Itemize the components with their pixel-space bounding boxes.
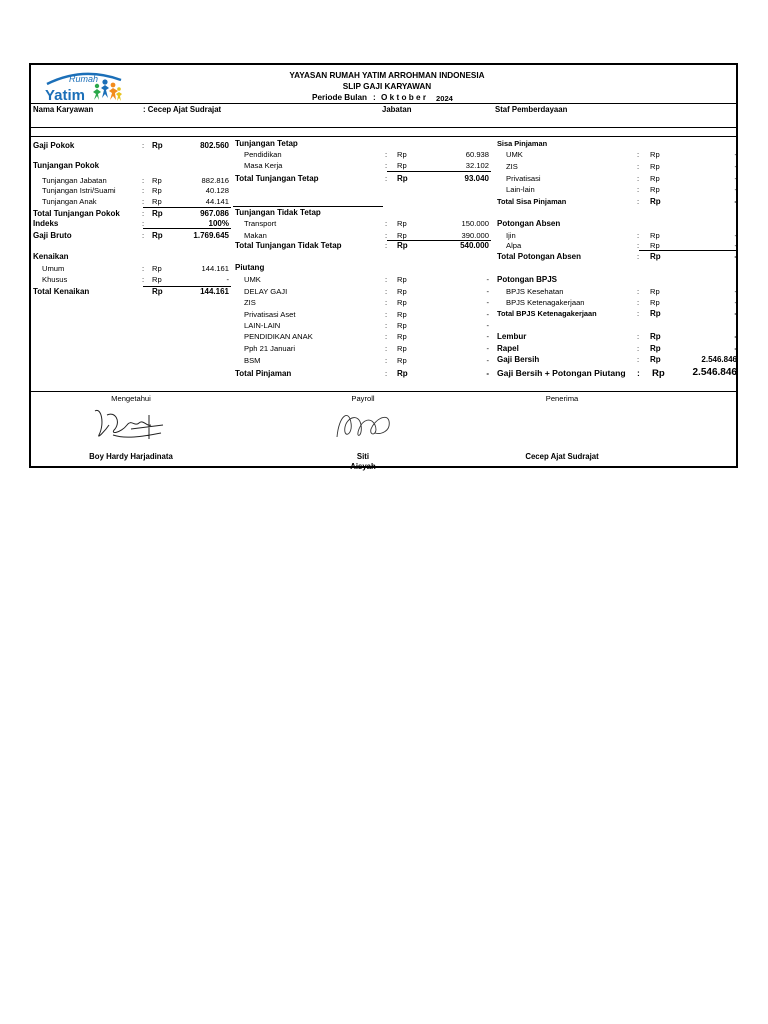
row-colon: :	[637, 298, 640, 307]
row-label: Alpa	[506, 241, 522, 250]
row-value: -	[734, 298, 737, 307]
row-label: Total Sisa Pinjaman	[497, 197, 567, 206]
row-value: -	[734, 309, 737, 318]
row-label: Total Kenaikan	[33, 287, 90, 296]
row-currency: Rp	[650, 231, 660, 240]
grand-total-colon: :	[637, 368, 640, 378]
row-colon: :	[637, 309, 640, 318]
row-value: -	[734, 252, 737, 261]
row-currency: Rp	[152, 209, 163, 218]
row-colon: :	[637, 252, 640, 261]
row-label: Ijin	[506, 231, 516, 240]
row-currency: Rp	[650, 298, 660, 307]
row-colon: :	[385, 219, 388, 228]
employee-divider-1	[31, 127, 736, 128]
row-label: Gaji Pokok	[33, 141, 75, 150]
row-label: Privatisasi	[506, 174, 541, 183]
row-label: BSM	[244, 356, 261, 365]
row-value: 144.161	[200, 287, 229, 296]
row-colon: :	[637, 197, 640, 206]
row-colon: :	[637, 150, 640, 159]
logo-text-rumah: Rumah	[69, 74, 99, 84]
row-currency: Rp	[397, 174, 408, 183]
row-currency: Rp	[397, 310, 407, 319]
logo-text-yatim: Yatim	[45, 87, 86, 104]
signature-mid-title: Payroll	[351, 394, 375, 403]
row-value: -	[734, 332, 737, 341]
rule-potongan-absen	[639, 250, 737, 251]
row-label: ZIS	[506, 162, 518, 171]
period-colon: :	[373, 93, 376, 102]
row-colon: :	[385, 298, 388, 307]
row-colon: :	[385, 310, 388, 319]
doc-title: SLIP GAJI KARYAWAN	[342, 82, 432, 91]
signature-right-title: Penerima	[545, 394, 579, 403]
signature-siti-aisyah	[331, 405, 395, 445]
row-label: Total Potongan Absen	[497, 252, 581, 261]
row-colon: :	[385, 332, 388, 341]
rule-kenaikan	[143, 286, 231, 287]
row-colon: :	[142, 197, 145, 206]
employee-name-value: : Cecep Ajat Sudrajat	[143, 105, 222, 114]
rule-tunjangan-pokok	[143, 207, 231, 208]
row-currency: Rp	[152, 141, 163, 150]
row-colon: :	[385, 321, 388, 330]
row-colon: :	[637, 332, 640, 341]
row-label: Masa Kerja	[244, 161, 283, 170]
row-colon: :	[637, 344, 640, 353]
grand-total-value: 2.546.846	[692, 367, 737, 378]
row-colon: :	[385, 287, 388, 296]
row-colon: :	[637, 355, 640, 364]
row-colon: :	[637, 162, 640, 171]
row-currency: Rp	[152, 231, 163, 240]
row-currency: Rp	[397, 287, 407, 296]
row-label: Total BPJS Ketenagakerjaan	[497, 309, 597, 318]
grand-total-label: Gaji Bersih + Potongan Piutang	[497, 368, 626, 378]
row-value: -	[734, 231, 737, 240]
row-label: Total Tunjangan Tetap	[235, 174, 319, 183]
row-value: -	[226, 275, 229, 284]
row-currency: Rp	[397, 275, 407, 284]
row-label: Tunjangan Pokok	[33, 161, 100, 170]
row-label: Tunjangan Jabatan	[42, 176, 107, 185]
row-value: -	[486, 356, 489, 365]
row-value: -	[734, 344, 737, 353]
row-label: Tunjangan Tetap	[235, 139, 298, 148]
row-currency: Rp	[152, 275, 162, 284]
row-value: 40.128	[205, 186, 229, 195]
row-value: 144.161	[201, 264, 229, 273]
row-currency: Rp	[397, 356, 407, 365]
row-label: BPJS Ketenagakerjaan	[506, 298, 585, 307]
row-colon: :	[385, 150, 388, 159]
row-colon: :	[142, 275, 145, 284]
row-label: UMK	[506, 150, 523, 159]
row-colon: :	[385, 356, 388, 365]
row-colon: :	[385, 174, 388, 183]
row-label: Lain-lain	[506, 185, 535, 194]
row-value: -	[734, 287, 737, 296]
row-colon: :	[385, 231, 388, 240]
row-label: Total Tunjangan Pokok	[33, 209, 120, 218]
row-currency: Rp	[397, 161, 407, 170]
row-value: 882.816	[201, 176, 229, 185]
org-name: YAYASAN RUMAH YATIM ARROHMAN INDONESIA	[289, 71, 485, 80]
row-value: -	[486, 287, 489, 296]
row-value: 2.546.846	[701, 355, 737, 364]
row-value: -	[486, 275, 489, 284]
signature-right-name: Cecep Ajat Sudrajat	[525, 452, 599, 461]
row-label: Pph 21 Januari	[244, 344, 296, 353]
row-colon: :	[385, 369, 388, 378]
row-label: Gaji Bersih	[497, 355, 540, 364]
row-currency: Rp	[152, 264, 162, 273]
position-label: Jabatan	[382, 105, 412, 114]
row-label: Potongan BPJS	[497, 275, 558, 284]
signature-divider	[31, 391, 736, 392]
row-currency: Rp	[650, 241, 660, 250]
row-value: 32.102	[465, 161, 489, 170]
rule-section-divider	[233, 206, 383, 207]
row-value: -	[486, 298, 489, 307]
row-label: BPJS Kesehatan	[506, 287, 564, 296]
row-currency: Rp	[650, 332, 661, 341]
row-label: Potongan Absen	[497, 219, 561, 228]
row-value: 390.000	[461, 231, 489, 240]
row-colon: :	[637, 231, 640, 240]
signature-mid-name-2: Aisyah	[350, 462, 376, 471]
row-colon: :	[385, 241, 388, 250]
row-value: 100%	[208, 219, 229, 228]
row-label: Tunjangan Tidak Tetap	[235, 208, 321, 217]
grand-total-currency: Rp	[652, 368, 665, 379]
row-value: -	[734, 197, 737, 206]
row-value: -	[486, 344, 489, 353]
row-label: Makan	[244, 231, 267, 240]
row-colon: :	[142, 176, 145, 185]
rule-tunjangan-tidak-tetap	[387, 240, 491, 241]
row-value: 93.040	[464, 174, 489, 183]
row-label: Total Pinjaman	[235, 369, 292, 378]
period-label: Periode Bulan	[312, 93, 368, 102]
row-value: 1.769.645	[193, 231, 229, 240]
rule-tunjangan-tetap	[387, 171, 491, 172]
row-value: -	[486, 310, 489, 319]
row-currency: Rp	[397, 344, 407, 353]
employee-divider-2	[31, 136, 736, 137]
row-value: -	[734, 174, 737, 183]
row-label: LAIN-LAIN	[244, 321, 281, 330]
position-value: Staf Pemberdayaan	[495, 105, 568, 114]
row-colon: :	[637, 174, 640, 183]
row-currency: Rp	[397, 150, 407, 159]
row-colon: :	[142, 264, 145, 273]
signature-boy-hardy	[91, 405, 167, 443]
row-label: Sisa Pinjaman	[497, 139, 548, 148]
row-currency: Rp	[650, 150, 660, 159]
row-label: Piutang	[235, 263, 265, 272]
row-currency: Rp	[650, 344, 661, 353]
row-currency: Rp	[650, 287, 660, 296]
row-currency: Rp	[397, 369, 408, 378]
row-colon: :	[385, 161, 388, 170]
row-value: -	[734, 150, 737, 159]
row-label: Tunjangan Istri/Suami	[42, 186, 116, 195]
row-currency: Rp	[650, 309, 661, 318]
row-label: Gaji Bruto	[33, 231, 72, 240]
row-colon: :	[142, 209, 145, 218]
row-colon: :	[637, 241, 640, 250]
row-currency: Rp	[397, 219, 407, 228]
row-label: UMK	[244, 275, 261, 284]
row-currency: Rp	[650, 174, 660, 183]
row-currency: Rp	[397, 332, 407, 341]
row-value: 44.141	[205, 197, 229, 206]
row-colon: :	[637, 287, 640, 296]
row-label: DELAY GAJI	[244, 287, 288, 296]
row-label: Pendidikan	[244, 150, 282, 159]
row-currency: Rp	[650, 252, 661, 261]
row-label: Lembur	[497, 332, 527, 341]
row-value: 540.000	[460, 241, 489, 250]
row-label: Umum	[42, 264, 65, 273]
row-currency: Rp	[397, 298, 407, 307]
row-value: 967.086	[200, 209, 229, 218]
row-label: Indeks	[33, 219, 59, 228]
salary-slip	[29, 63, 738, 471]
period-year: 2024	[436, 94, 453, 103]
row-label: PENDIDIKAN ANAK	[244, 332, 313, 341]
row-label: Khusus	[42, 275, 68, 284]
row-currency: Rp	[397, 231, 407, 240]
row-colon: :	[142, 141, 145, 150]
row-currency: Rp	[397, 241, 408, 250]
row-value: 60.938	[465, 150, 489, 159]
row-currency: Rp	[152, 186, 162, 195]
row-label: ZIS	[244, 298, 256, 307]
row-colon: :	[385, 344, 388, 353]
row-value: -	[734, 241, 737, 250]
row-currency: Rp	[650, 197, 661, 206]
row-colon: :	[637, 185, 640, 194]
row-label: Privatisasi Aset	[244, 310, 296, 319]
signature-left-title: Mengetahui	[111, 394, 151, 403]
row-label: Rapel	[497, 344, 519, 353]
row-value: -	[486, 332, 489, 341]
row-currency: Rp	[152, 176, 162, 185]
row-label: Kenaikan	[33, 252, 69, 261]
row-colon: :	[142, 219, 145, 228]
signature-left-name: Boy Hardy Harjadinata	[89, 452, 173, 461]
row-currency: Rp	[650, 162, 660, 171]
row-value: -	[734, 162, 737, 171]
period-month: O k t o b e r	[381, 93, 427, 102]
row-currency: Rp	[650, 185, 660, 194]
row-label: Tunjangan Anak	[42, 197, 97, 206]
row-currency: Rp	[152, 287, 163, 296]
row-value: -	[734, 185, 737, 194]
row-label: Total Tunjangan Tidak Tetap	[235, 241, 342, 250]
row-value: -	[486, 321, 489, 330]
row-currency: Rp	[152, 197, 162, 206]
row-value: 802.560	[200, 141, 229, 150]
row-value: 150.000	[461, 219, 489, 228]
row-currency: Rp	[397, 321, 407, 330]
row-colon: :	[142, 231, 145, 240]
row-value: -	[486, 369, 489, 378]
signature-mid-name-1: Siti	[356, 452, 370, 461]
row-colon: :	[142, 186, 145, 195]
employee-name-label: Nama Karyawan	[33, 105, 94, 114]
row-label: Transport	[244, 219, 277, 228]
rumah-yatim-logo	[43, 68, 125, 106]
row-currency: Rp	[650, 355, 661, 364]
row-colon: :	[385, 275, 388, 284]
rule-gaji-bruto	[143, 228, 231, 229]
